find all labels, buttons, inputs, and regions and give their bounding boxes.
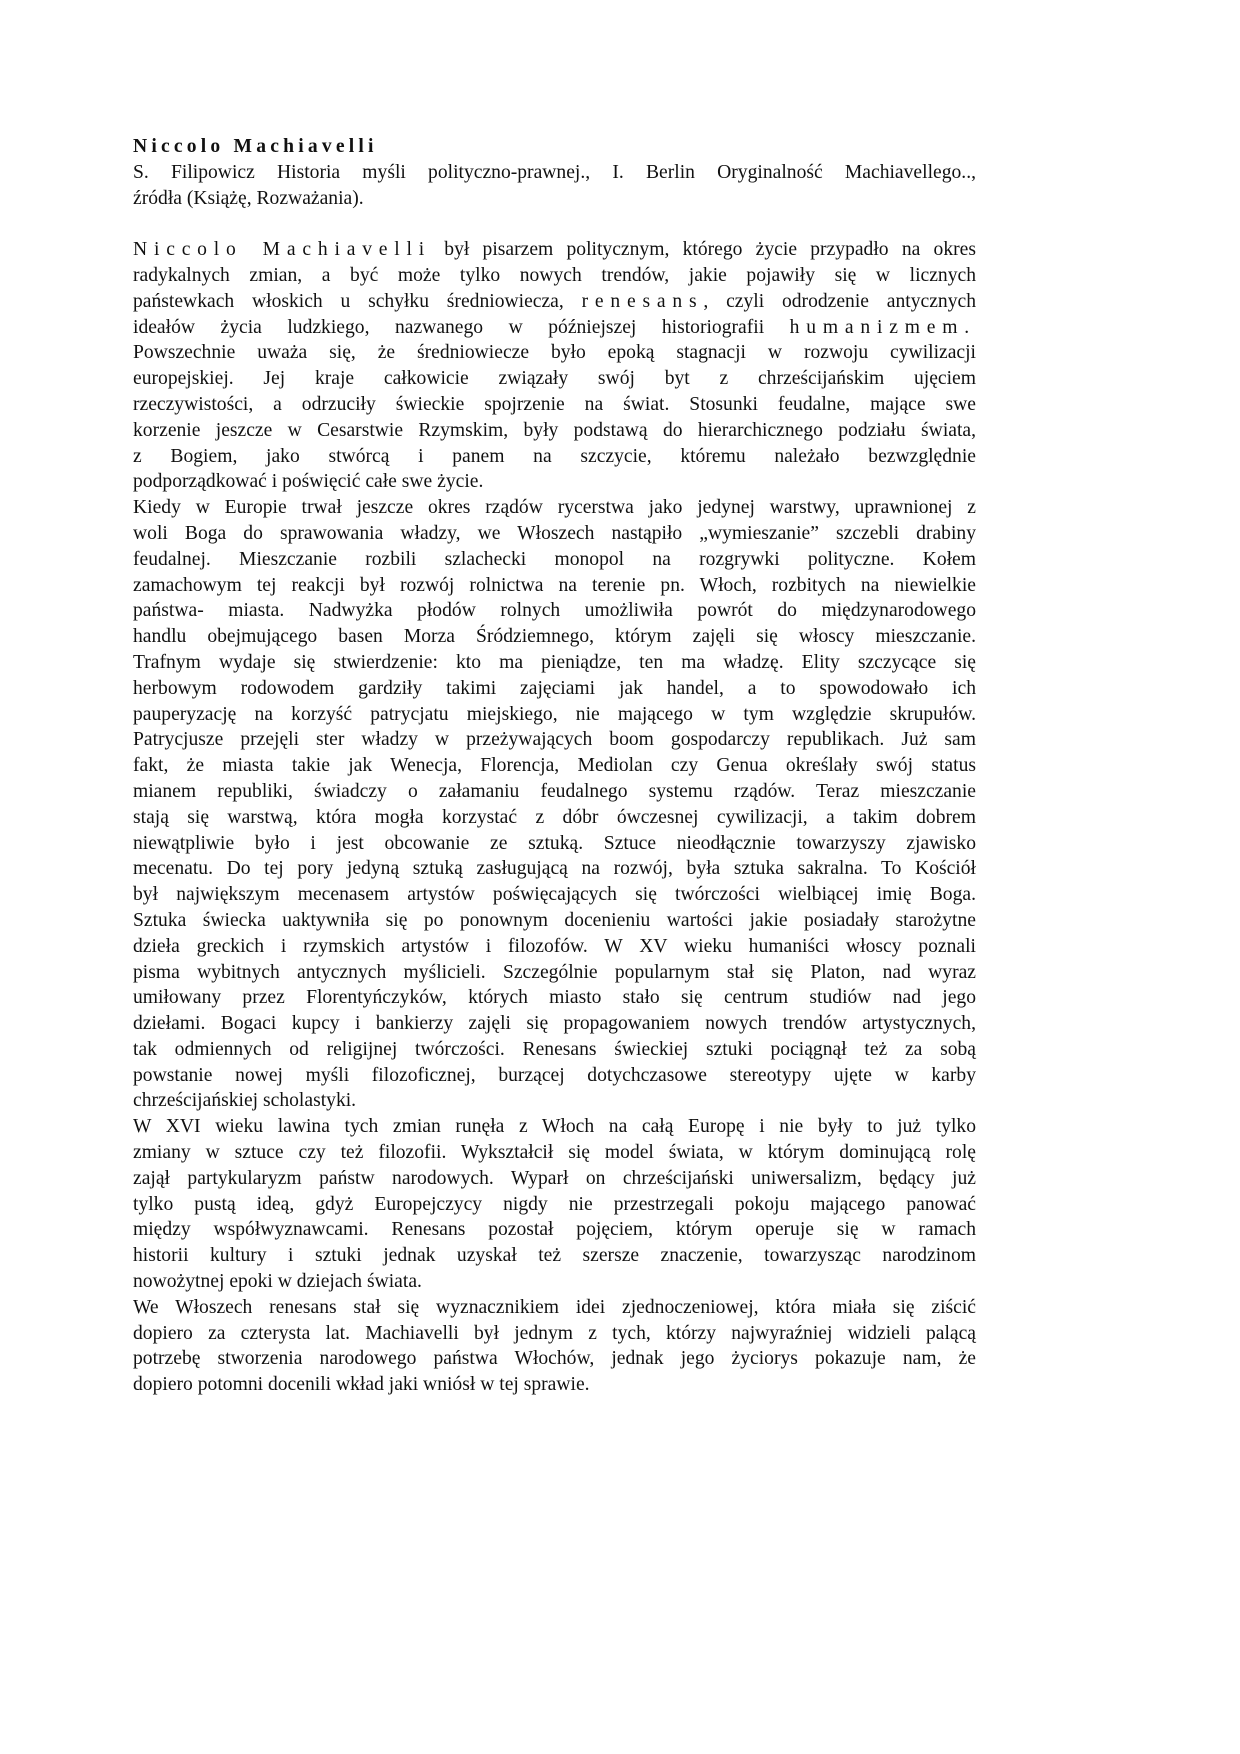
text-line: Powszechnie uważa się, że średniowiecze było epoką stagnacji w rozwoju cywilizacji: [133, 342, 976, 364]
text-segment: państewkach włoskich u schyłku średniowiecza,: [133, 290, 582, 312]
spaced-term: renesans: [581, 290, 704, 312]
text-line: herbowym rodowodem gardziły takimi zajęciami jak handel, a to spowodowało ich: [133, 677, 976, 699]
text-line: był największym mecenasem artystów poświęcających się twórczości wielbiącej imię Boga.: [133, 884, 976, 906]
text-line: państwa- miasta. Nadwyżka płodów rolnych umożliwiła powrót do międzynarodowego: [133, 600, 976, 622]
text-line: handlu obejmującego basen Morza Śródziemnego, którym zajęli się włoscy mieszczanie.: [133, 626, 976, 648]
text-line: Patrycjusze przejęli ster władzy w przeżywających boom gospodarczy republikach. Już sam: [133, 729, 976, 751]
text-line: [133, 315, 976, 341]
text-line: chrześcijańskiej scholastyki.: [133, 1090, 357, 1112]
document-title: Niccolo Machiavelli: [133, 136, 378, 157]
paragraph: [133, 1114, 976, 1295]
text-line: między współwyznawcami. Renesans pozostał pojęciem, którym operuje się w ramach: [133, 1219, 976, 1241]
text-line: zamachowym tej reakcji był rozwój rolnictwa na terenie pn. Włoch, rozbitych na niewielkie: [133, 574, 976, 596]
paragraph: [133, 237, 976, 495]
text-line: fakt, że miasta takie jak Wenecja, Florencja, Mediolan czy Genua określały swój status: [133, 755, 976, 777]
reference-line: źródła (Książę, Rozważania).: [133, 187, 364, 209]
text-line: dziełami. Bogaci kupcy i bankierzy zajęli się propagowaniem nowych trendów artystycznych,: [133, 1013, 976, 1035]
text-line: dopiero potomni docenili wkład jaki wniósł w tej sprawie.: [133, 1374, 590, 1396]
text-line: feudalnej. Mieszczanie rozbili szlachecki monopol na rozgrywki polityczne. Kołem: [133, 548, 976, 570]
text-line: rzeczywistości, a odrzuciły świeckie spojrzenie na świat. Stosunki feudalne, mające swe: [133, 393, 976, 415]
text-line: dzieła greckich i rzymskich artystów i filozofów. W XV wieku humaniści włoscy poznali: [133, 935, 976, 957]
text-line: stają się warstwą, która mogła korzystać z dóbr ówczesnej cywilizacji, a takim dobrem: [133, 806, 976, 828]
paragraph: [133, 495, 976, 1114]
text-line: pauperyzację na korzyść patrycjatu miejskiego, nie mającego w tym względzie skrupułów.: [133, 703, 976, 725]
text-segment: ideałów życia ludzkiego, nazwanego w późniejszej historiografii: [133, 316, 790, 338]
text-line: niewątpliwie było i jest obcowanie ze sztuką. Sztuce nieodłącznie towarzyszy zjawisko: [133, 832, 976, 854]
text-line: Trafnym wydaje się stwierdzenie: kto ma pieniądze, ten ma władzę. Elity szczycące się: [133, 651, 976, 673]
text-line: woli Boga do sprawowania władzy, we Włoszech nastąpiło „wymieszanie” szczebli drabiny: [133, 522, 976, 544]
text-segment: był pisarzem politycznym, którego życie przypadło na okres: [431, 239, 976, 261]
text-line: tylko pustą ideą, gdyż Europejczycy nigdy nie przestrzegali pokoju mającego panować: [133, 1193, 976, 1215]
text-line: powstanie nowej myśli filozoficznej, burzącej dotychczasowe stereotypy ujęte w karby: [133, 1064, 976, 1086]
text-line: umiłowany przez Florentyńczyków, których miasto stało się centrum studiów nad jego: [133, 987, 976, 1009]
text-line: Kiedy w Europie trwał jeszcze okres rządów rycerstwa jako jedynej warstwy, uprawnionej z: [133, 497, 976, 519]
document-page: [133, 134, 976, 1398]
text-line: We Włoszech renesans stał się wyznacznikiem idei zjednoczeniowej, która miała się ziścić: [133, 1296, 976, 1318]
text-line: radykalnych zmian, a być może tylko nowych trendów, jakie pojawiły się w licznych: [133, 264, 976, 286]
text-line: zmiany w sztuce czy też filozofii. Wykształcił się model świata, w którym dominującą rolę: [133, 1142, 976, 1164]
spaced-term: humanizmem.: [789, 316, 976, 338]
blank-line: [133, 211, 976, 237]
spaced-term: Niccolo Machiavelli: [133, 239, 432, 261]
document-body: [133, 237, 976, 1398]
paragraph: [133, 1295, 976, 1398]
text-segment: , czyli odrodzenie antycznych: [703, 290, 976, 312]
text-line: potrzebę stworzenia narodowego państwa Włochów, jednak jego życiorys pokazuje nam, że: [133, 1348, 976, 1370]
text-line: historii kultury i sztuki jednak uzyskał też szersze znaczenie, towarzysząc narodzinom: [133, 1245, 976, 1267]
text-line: z Bogiem, jako stwórcą i panem na szczycie, któremu należało bezwzględnie: [133, 445, 976, 467]
text-line: podporządkować i poświęcić całe swe życie.: [133, 471, 484, 493]
text-line: nowożytnej epoki w dziejach świata.: [133, 1271, 422, 1293]
text-line: korzenie jeszcze w Cesarstwie Rzymskim, były podstawą do hierarchicznego podziału świata,: [133, 419, 976, 441]
text-line: W XVI wieku lawina tych zmian runęła z Włoch na całą Europę i nie były to już tylko: [133, 1116, 976, 1138]
text-line: mecenatu. Do tej pory jedyną sztuką zasługującą na rozwój, była sztuka sakralna. To Kościół: [133, 858, 976, 880]
text-line: [133, 289, 976, 315]
text-line: dopiero za czterysta lat. Machiavelli był jednym z tych, którzy najwyraźniej widzieli palącą: [133, 1322, 976, 1344]
reference-line: S. Filipowicz Historia myśli polityczno-prawnej., I. Berlin Oryginalność Machiavellego..,: [133, 161, 976, 183]
text-line: pisma wybitnych antycznych myślicieli. Szczególnie popularnym stał się Platon, nad wyraz: [133, 961, 976, 983]
text-line: mianem republiki, świadczy o załamaniu feudalnego systemu rządów. Teraz mieszczanie: [133, 780, 976, 802]
text-line: europejskiej. Jej kraje całkowicie związały swój byt z chrześcijańskim ujęciem: [133, 368, 976, 390]
text-line: tak odmiennych od religijnej twórczości. Renesans świeckiej sztuki pociągnął też za sobą: [133, 1038, 976, 1060]
text-line: [133, 237, 976, 263]
text-line: zajął partykularyzm państw narodowych. Wyparł on chrześcijański uniwersalizm, będący już: [133, 1167, 976, 1189]
text-line: Sztuka świecka uaktywniła się po ponownym docenieniu wartości jakie posiadały starożytne: [133, 909, 976, 931]
